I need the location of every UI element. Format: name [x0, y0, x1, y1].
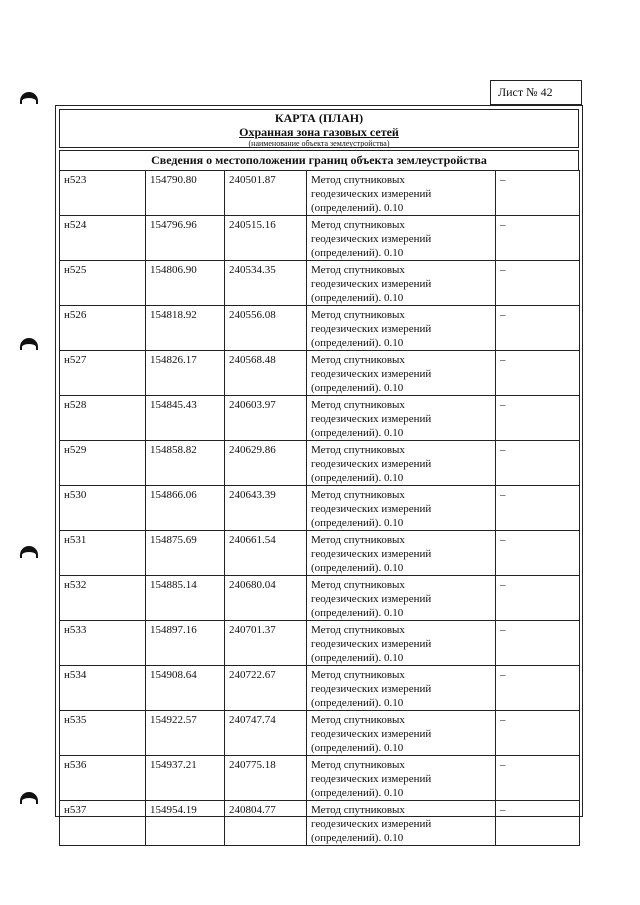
method-line-1: Метод спутниковых	[311, 309, 405, 321]
method-line-3: (определений). 0.10	[311, 787, 404, 799]
coord-x-text: 154818.92	[150, 309, 197, 321]
method-line-3: (определений). 0.10	[311, 337, 404, 349]
note-text: –	[500, 534, 506, 546]
coord-x	[146, 351, 225, 396]
method-cell	[307, 486, 496, 531]
table-row	[60, 711, 580, 756]
note-cell	[496, 306, 580, 351]
note-cell	[496, 351, 580, 396]
coord-y-text: 240643.39	[229, 489, 276, 501]
point-id	[60, 666, 146, 711]
note-text: –	[500, 264, 506, 276]
coord-x-text: 154796.96	[150, 219, 197, 231]
method-line-3: (определений). 0.10	[311, 472, 404, 484]
table-row	[60, 666, 580, 711]
coord-x	[146, 306, 225, 351]
point-id	[60, 261, 146, 306]
note-text: –	[500, 624, 506, 636]
coord-y-text: 240534.35	[229, 264, 276, 276]
note-text: –	[500, 174, 506, 186]
method-line-2: геодезических измерений	[311, 548, 432, 560]
table-row	[60, 396, 580, 441]
coord-x-text: 154908.64	[150, 669, 197, 681]
method-cell	[307, 171, 496, 216]
coord-y	[225, 216, 307, 261]
note-cell	[496, 711, 580, 756]
method-cell	[307, 306, 496, 351]
coord-y-text: 240747.74	[229, 714, 276, 726]
table-row	[60, 531, 580, 576]
note-cell	[496, 216, 580, 261]
method-line-3: (определений). 0.10	[311, 202, 404, 214]
method-cell	[307, 711, 496, 756]
method-cell	[307, 576, 496, 621]
note-text: –	[500, 309, 506, 321]
method-line-1: Метод спутниковых	[311, 534, 405, 546]
point-id-text: н532	[64, 579, 87, 591]
coord-y	[225, 396, 307, 441]
note-text: –	[500, 444, 506, 456]
note-cell	[496, 441, 580, 486]
method-line-1: Метод спутниковых	[311, 804, 405, 816]
method-line-2: геодезических измерений	[311, 368, 432, 380]
method-cell	[307, 666, 496, 711]
coord-x	[146, 621, 225, 666]
point-id	[60, 486, 146, 531]
point-id	[60, 756, 146, 801]
sheet-number-box	[490, 80, 582, 105]
coord-y	[225, 711, 307, 756]
coord-x-text: 154937.21	[150, 759, 197, 771]
coord-x-text: 154858.82	[150, 444, 197, 456]
point-id-text: н525	[64, 264, 87, 276]
table-row	[60, 621, 580, 666]
point-id	[60, 711, 146, 756]
note-cell	[496, 261, 580, 306]
method-cell	[307, 756, 496, 801]
coord-y	[225, 531, 307, 576]
object-caption: (наименование объекта землеустройства)	[248, 139, 390, 148]
method-cell	[307, 621, 496, 666]
method-line-2: геодезических измерений	[311, 638, 432, 650]
coord-x	[146, 576, 225, 621]
method-line-3: (определений). 0.10	[311, 607, 404, 619]
method-line-3: (определений). 0.10	[311, 742, 404, 754]
method-line-2: геодезических измерений	[311, 278, 432, 290]
method-line-3: (определений). 0.10	[311, 247, 404, 259]
point-id-text: н526	[64, 309, 87, 321]
point-id-text: н528	[64, 399, 87, 411]
note-cell	[496, 576, 580, 621]
table-row	[60, 801, 580, 846]
method-cell	[307, 801, 496, 846]
note-text: –	[500, 714, 506, 726]
punch-hole-3	[20, 546, 38, 558]
method-line-1: Метод спутниковых	[311, 399, 405, 411]
method-line-1: Метод спутниковых	[311, 174, 405, 186]
method-line-3: (определений). 0.10	[311, 562, 404, 574]
method-line-3: (определений). 0.10	[311, 697, 404, 709]
sheet-number: Лист № 42	[498, 85, 553, 99]
coord-x-text: 154897.16	[150, 624, 197, 636]
method-line-2: геодезических измерений	[311, 728, 432, 740]
method-line-1: Метод спутниковых	[311, 489, 405, 501]
point-id-text: н536	[64, 759, 87, 771]
coord-y-text: 240501.87	[229, 174, 276, 186]
point-id	[60, 351, 146, 396]
method-line-2: геодезических измерений	[311, 323, 432, 335]
method-line-1: Метод спутниковых	[311, 219, 405, 231]
coord-x-text: 154875.69	[150, 534, 197, 546]
method-line-3: (определений). 0.10	[311, 292, 404, 304]
coord-x-text: 154845.43	[150, 399, 197, 411]
coord-x-text: 154826.17	[150, 354, 197, 366]
note-text: –	[500, 579, 506, 591]
coord-y	[225, 801, 307, 846]
method-line-2: геодезических измерений	[311, 233, 432, 245]
coord-y-text: 240775.18	[229, 759, 276, 771]
note-cell	[496, 666, 580, 711]
coord-y-text: 240804.77	[229, 804, 276, 816]
method-cell	[307, 351, 496, 396]
coord-y-text: 240629.86	[229, 444, 276, 456]
section-title: Сведения о местоположении границ объекта землеустройства	[59, 150, 579, 171]
coord-y-text: 240680.04	[229, 579, 276, 591]
table-row	[60, 486, 580, 531]
coord-x-text: 154922.57	[150, 714, 197, 726]
point-id	[60, 171, 146, 216]
boundary-points-table	[59, 170, 580, 846]
coord-x	[146, 441, 225, 486]
coord-x	[146, 261, 225, 306]
method-line-1: Метод спутниковых	[311, 669, 405, 681]
point-id-text: н531	[64, 534, 87, 546]
note-cell	[496, 531, 580, 576]
point-id-text: н537	[64, 804, 87, 816]
method-line-1: Метод спутниковых	[311, 579, 405, 591]
punch-hole-2	[20, 338, 38, 350]
method-cell	[307, 261, 496, 306]
table-row	[60, 756, 580, 801]
table-row	[60, 351, 580, 396]
method-line-3: (определений). 0.10	[311, 832, 404, 844]
method-cell	[307, 531, 496, 576]
point-id-text: н533	[64, 624, 87, 636]
coord-x	[146, 216, 225, 261]
method-cell	[307, 441, 496, 486]
coord-x	[146, 396, 225, 441]
note-cell	[496, 171, 580, 216]
method-line-2: геодезических измерений	[311, 818, 432, 830]
coord-y	[225, 756, 307, 801]
boundary-points-body	[60, 171, 580, 846]
punch-hole-1	[20, 92, 38, 104]
method-cell	[307, 396, 496, 441]
coord-y	[225, 261, 307, 306]
coord-x	[146, 171, 225, 216]
table-row	[60, 576, 580, 621]
point-id-text: н530	[64, 489, 87, 501]
method-line-3: (определений). 0.10	[311, 652, 404, 664]
coord-x-text: 154954.19	[150, 804, 197, 816]
coord-y-text: 240603.97	[229, 399, 276, 411]
table-row	[60, 441, 580, 486]
point-id	[60, 396, 146, 441]
point-id	[60, 441, 146, 486]
coord-x-text: 154790.80	[150, 174, 197, 186]
point-id-text: н523	[64, 174, 87, 186]
coord-x	[146, 486, 225, 531]
coord-y	[225, 666, 307, 711]
document-frame	[55, 105, 583, 844]
point-id-text: н534	[64, 669, 87, 681]
coord-x-text: 154806.90	[150, 264, 197, 276]
coord-y-text: 240556.08	[229, 309, 276, 321]
coord-x	[146, 801, 225, 846]
note-text: –	[500, 804, 506, 816]
method-line-1: Метод спутниковых	[311, 264, 405, 276]
note-cell	[496, 756, 580, 801]
note-text: –	[500, 219, 506, 231]
coord-y	[225, 171, 307, 216]
note-cell	[496, 486, 580, 531]
note-text: –	[500, 489, 506, 501]
point-id	[60, 621, 146, 666]
coord-y-text: 240568.48	[229, 354, 276, 366]
coord-y	[225, 351, 307, 396]
note-text: –	[500, 399, 506, 411]
coord-y-text: 240661.54	[229, 534, 276, 546]
coord-x	[146, 531, 225, 576]
method-line-3: (определений). 0.10	[311, 427, 404, 439]
document-header	[59, 109, 579, 148]
note-cell	[496, 621, 580, 666]
point-id-text: н524	[64, 219, 87, 231]
table-row	[60, 306, 580, 351]
object-name: Охранная зона газовых сетей	[239, 125, 399, 139]
note-cell	[496, 396, 580, 441]
coord-x	[146, 711, 225, 756]
method-line-1: Метод спутниковых	[311, 444, 405, 456]
point-id	[60, 576, 146, 621]
method-line-2: геодезических измерений	[311, 593, 432, 605]
method-line-2: геодезических измерений	[311, 773, 432, 785]
coord-x	[146, 756, 225, 801]
note-text: –	[500, 354, 506, 366]
method-line-3: (определений). 0.10	[311, 382, 404, 394]
method-line-1: Метод спутниковых	[311, 714, 405, 726]
document-title: КАРТА (ПЛАН)	[274, 111, 364, 125]
coord-x-text: 154885.14	[150, 579, 197, 591]
point-id	[60, 216, 146, 261]
coord-y	[225, 576, 307, 621]
coord-x	[146, 666, 225, 711]
table-row	[60, 171, 580, 216]
coord-x-text: 154866.06	[150, 489, 197, 501]
note-cell	[496, 801, 580, 846]
method-line-3: (определений). 0.10	[311, 517, 404, 529]
method-line-2: геодезических измерений	[311, 458, 432, 470]
method-line-2: геодезических измерений	[311, 683, 432, 695]
coord-y-text: 240722.67	[229, 669, 276, 681]
punch-hole-4	[20, 792, 38, 804]
table-row	[60, 216, 580, 261]
method-cell	[307, 216, 496, 261]
coord-y	[225, 306, 307, 351]
method-line-1: Метод спутниковых	[311, 354, 405, 366]
method-line-2: геодезических измерений	[311, 188, 432, 200]
method-line-1: Метод спутниковых	[311, 759, 405, 771]
coord-y-text: 240701.37	[229, 624, 276, 636]
note-text: –	[500, 669, 506, 681]
point-id-text: н529	[64, 444, 87, 456]
method-line-1: Метод спутниковых	[311, 624, 405, 636]
point-id	[60, 801, 146, 846]
point-id	[60, 306, 146, 351]
table-row	[60, 261, 580, 306]
method-line-2: геодезических измерений	[311, 413, 432, 425]
note-text: –	[500, 759, 506, 771]
point-id-text: н527	[64, 354, 87, 366]
coord-y-text: 240515.16	[229, 219, 276, 231]
point-id	[60, 531, 146, 576]
coord-y	[225, 621, 307, 666]
coord-y	[225, 486, 307, 531]
method-line-2: геодезических измерений	[311, 503, 432, 515]
coord-y	[225, 441, 307, 486]
point-id-text: н535	[64, 714, 87, 726]
